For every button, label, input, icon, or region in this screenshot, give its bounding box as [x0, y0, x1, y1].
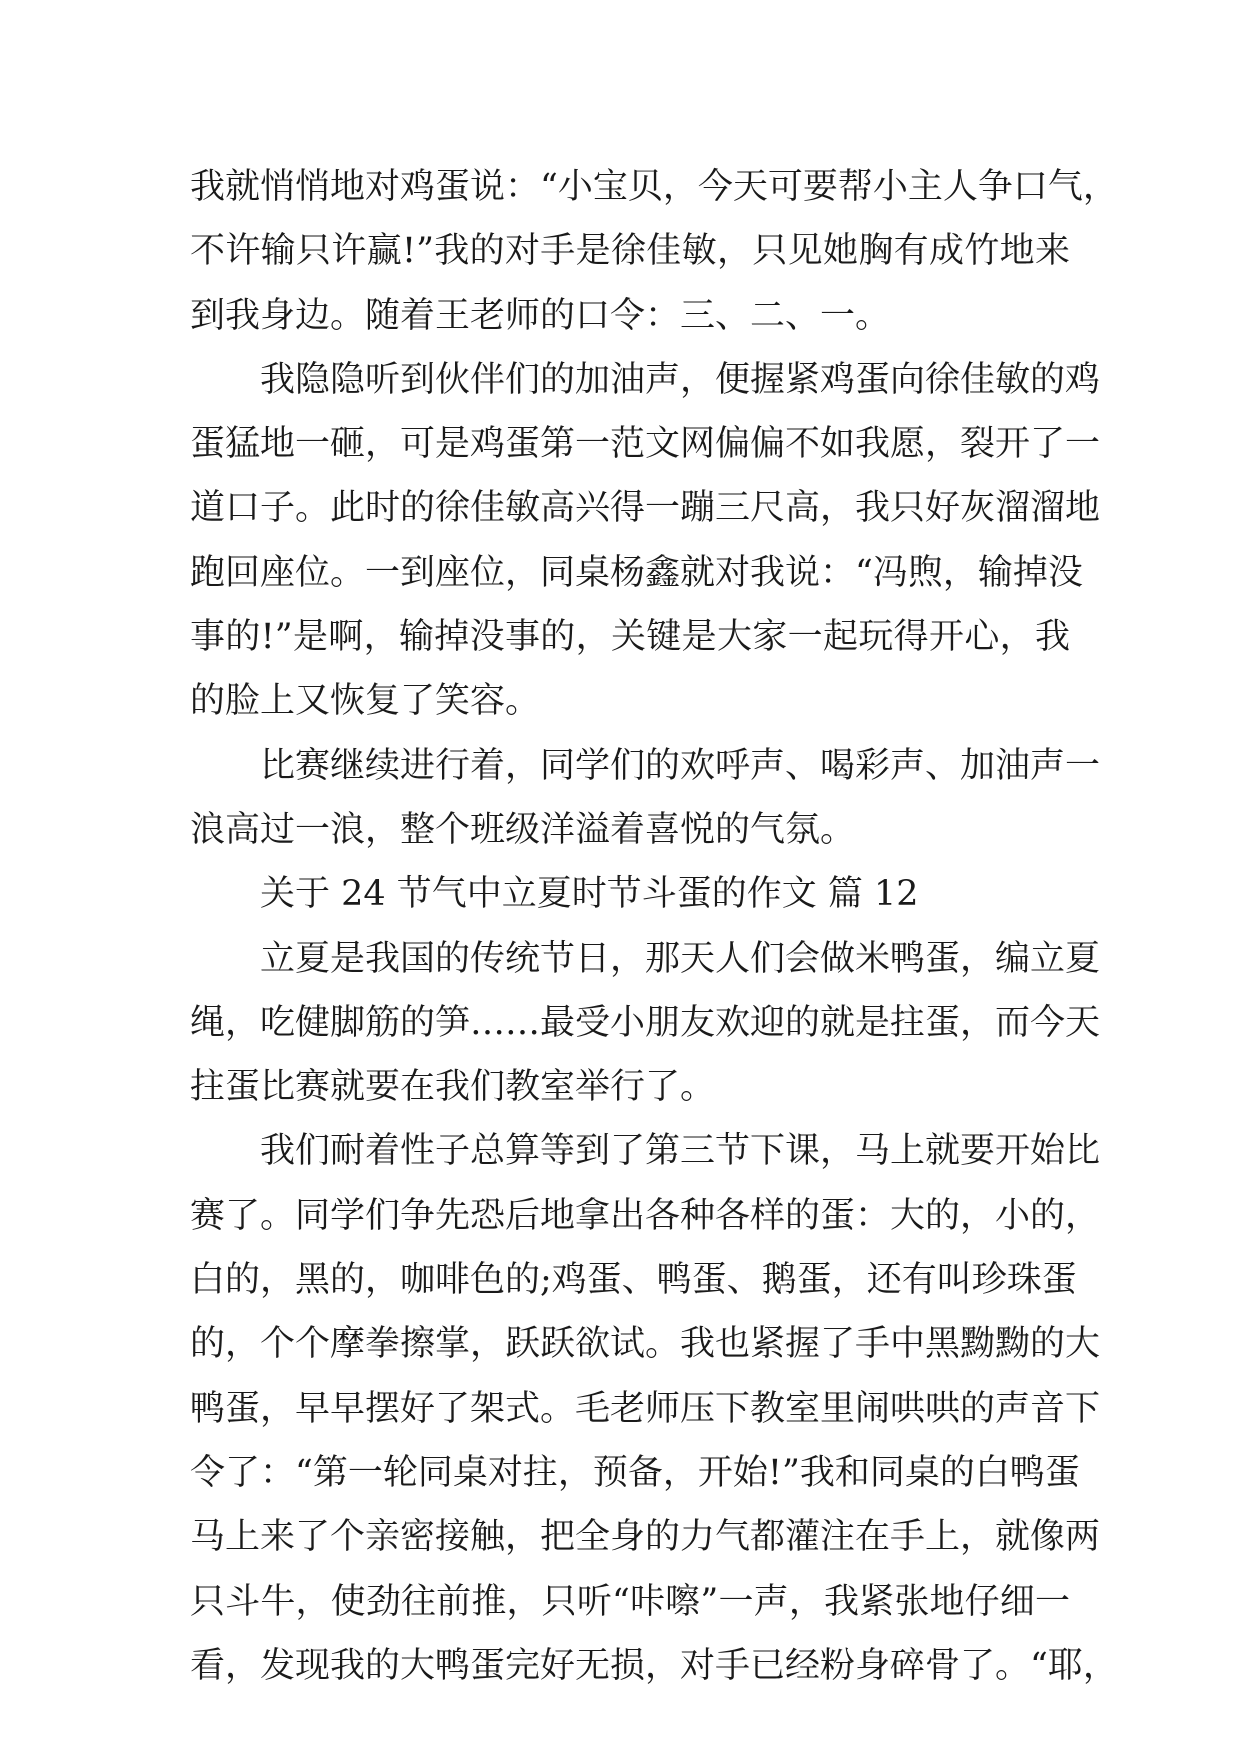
text-line: 的，个个摩拳擦掌，跃跃欲试。我也紧握了手中黑黝黝的大: [190, 1324, 1101, 1365]
text-line: 的脸上又恢复了笑容。: [190, 681, 541, 722]
text-line: 看，发现我的大鸭蛋完好无损，对手已经粉身碎骨了。“耶，: [190, 1645, 1118, 1686]
text-line: 不许输只许赢!”我的对手是徐佳敏，只见她胸有成竹地来: [190, 231, 1070, 272]
text-line: 我隐隐听到伙伴们的加油声，便握紧鸡蛋向徐佳敏的鸡: [260, 359, 1101, 400]
text-line: 到我身边。随着王老师的口令：三、二、一。: [190, 295, 891, 336]
text-line: 赛了。同学们争先恐后地拿出各种各样的蛋：大的，小的，: [190, 1195, 1101, 1236]
text-line: 马上来了个亲密接触，把全身的力气都灌注在手上，就像两: [190, 1517, 1101, 1558]
paragraph: [190, 1119, 1118, 1698]
text-line: 拄蛋比赛就要在我们教室举行了。: [190, 1067, 716, 1108]
paragraph: [190, 348, 1101, 734]
text-line: 浪高过一浪，整个班级洋溢着喜悦的气氛。: [190, 809, 856, 850]
paragraph: [190, 734, 1101, 863]
text-line: 令了：“第一轮同桌对拄，预备，开始!”我和同桌的白鸭蛋: [190, 1452, 1080, 1493]
text-line: 我们耐着性子总算等到了第三节下课，马上就要开始比: [260, 1131, 1101, 1172]
text-line: 绳，吃健脚筋的笋……最受小朋友欢迎的就是拄蛋，而今天: [190, 1002, 1101, 1043]
heading-line: 关于 24 节气中立夏时节斗蛋的作文 篇 12: [260, 874, 919, 915]
text-line: 比赛继续进行着，同学们的欢呼声、喝彩声、加油声一: [260, 745, 1101, 786]
text-line: 事的!”是啊，输掉没事的，关键是大家一起玩得开心，我: [190, 617, 1070, 658]
text-line: 只斗牛，使劲往前推，只听“咔嚓”一声，我紧张地仔细一: [190, 1581, 1070, 1622]
text-line: 道口子。此时的徐佳敏高兴得一蹦三尺高，我只好灰溜溜地: [190, 488, 1101, 529]
text-line: 白的，黑的，咖啡色的;鸡蛋、鸭蛋、鹅蛋，还有叫珍珠蛋: [190, 1260, 1077, 1301]
text-line: 立夏是我国的传统节日，那天人们会做米鸭蛋，编立夏: [260, 938, 1101, 979]
document-body: [190, 155, 1118, 1698]
paragraph-continued: [190, 155, 1118, 348]
text-line: 鸭蛋，早早摆好了架式。毛老师压下教室里闹哄哄的声音下: [190, 1388, 1101, 1429]
text-line: 我就悄悄地对鸡蛋说：“小宝贝，今天可要帮小主人争口气，: [190, 167, 1118, 207]
text-line: 跑回座位。一到座位，同桌杨鑫就对我说：“冯煦，输掉没: [190, 552, 1083, 593]
section-heading: [190, 862, 1070, 926]
paragraph: [190, 927, 1101, 1120]
text-line: 蛋猛地一砸，可是鸡蛋第一范文网偏偏不如我愿，裂开了一: [190, 424, 1101, 465]
